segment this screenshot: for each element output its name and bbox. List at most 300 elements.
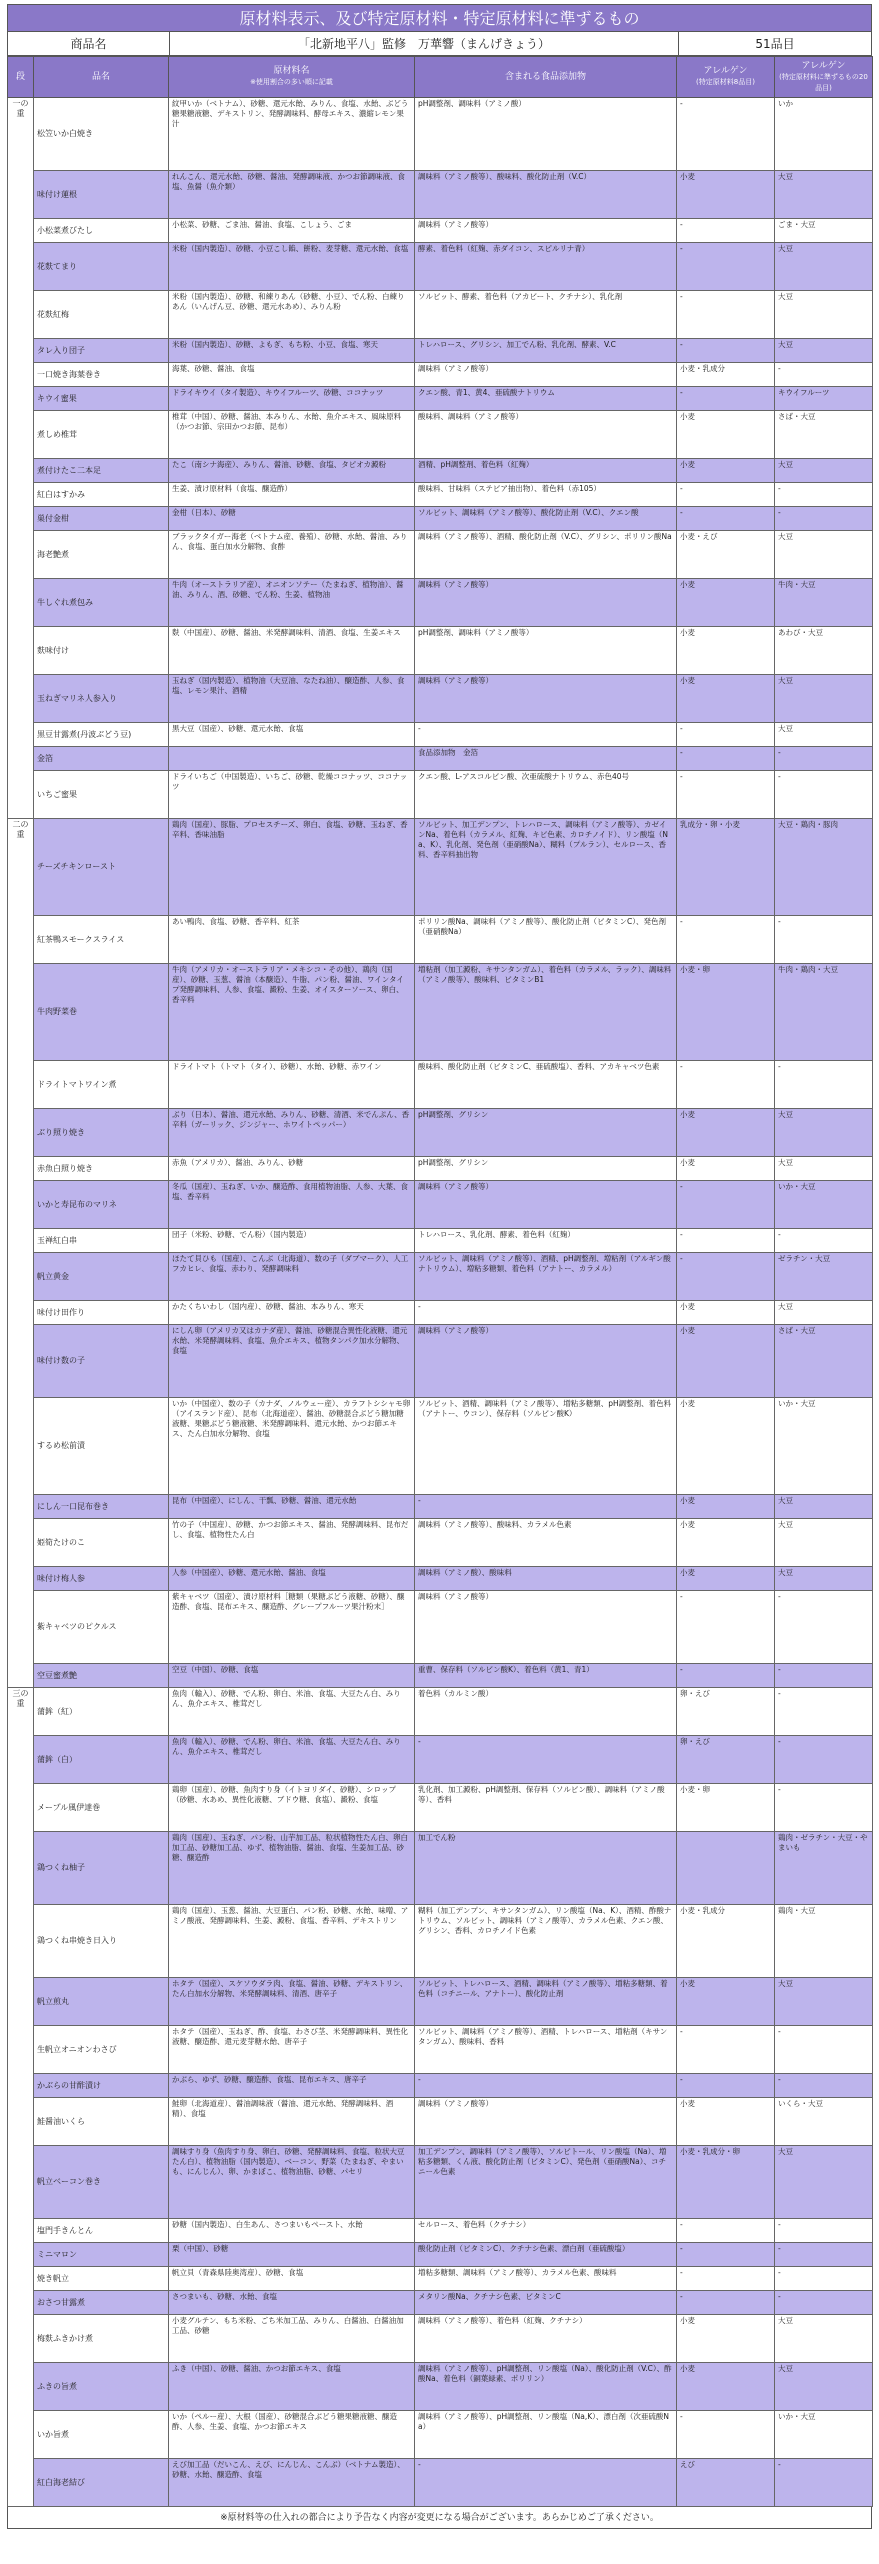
name-cell: 味付け数の子 [34, 1325, 169, 1398]
allergen8-cell: 小麦 [677, 411, 775, 459]
item-count: 51品目 [755, 37, 795, 51]
table-row [8, 964, 873, 1061]
materials-cell: 玉ねぎ（国内製造）、植物油（大豆油、なたね油）、醸造酢、人参、食塩、レモン果汁、酒精 [169, 675, 415, 723]
col-allergen8-note: (特定原材料8品目) [696, 78, 755, 86]
additives-cell: 酵素、着色料（紅麹、赤ダイコン、スピルリナ青） [415, 243, 677, 291]
materials-cell: ぶり（日本）、醤油、還元水飴、みりん、砂糖、清酒、米でんぷん、香辛料（ガーリック、ジンジャー、ホワイトペッパー） [169, 1109, 415, 1157]
allergen8-cell: 小麦・卵 [677, 1784, 775, 1832]
allergen20-cell: 鶏肉・大豆 [775, 1905, 873, 1978]
table-row [8, 579, 873, 627]
additives-cell: 食品添加物 金箔 [415, 747, 677, 771]
allergen8-cell: 小麦 [677, 2098, 775, 2146]
additives-cell: 重曹、保存料（ソルビン酸K）、着色料（黄1、青1） [415, 1664, 677, 1688]
allergen20-cell: - [775, 363, 873, 387]
allergen8-cell: - [677, 747, 775, 771]
additives-cell: 調味料（アミノ酸等） [415, 1591, 677, 1664]
allergen8-cell: - [677, 291, 775, 339]
col-allergen20-note: (特定原材料に準ずるもの20品目) [779, 72, 868, 92]
additives-cell: 調味料（アミノ酸等） [415, 363, 677, 387]
allergen20-cell: 大豆 [775, 1301, 873, 1325]
allergen20-cell: 大豆 [775, 531, 873, 579]
materials-cell: 魚肉（輸入）、砂糖、でん粉、卵白、米油、食塩、大豆たん白、みりん、魚介エキス、椎茸だし [169, 1736, 415, 1784]
allergen8-cell: - [677, 771, 775, 819]
allergen8-cell: - [677, 723, 775, 747]
allergen20-cell: 大豆 [775, 2146, 873, 2219]
additives-cell: 調味料（アミノ酸等） [415, 579, 677, 627]
table-row [8, 1519, 873, 1567]
table-row [8, 2411, 873, 2459]
materials-cell: ふき（中国）、砂糖、醤油、かつお節エキス、食塩 [169, 2363, 415, 2411]
allergen20-cell: - [775, 483, 873, 507]
materials-cell: かぶら、ゆず、砂糖、醸造酢、食塩、昆布エキス、唐辛子 [169, 2074, 415, 2098]
materials-cell: 鶏肉（国産）、豚脂、プロセスチーズ、卵白、食塩、砂糖、玉ねぎ、香辛料、香味油脂 [169, 819, 415, 916]
allergen8-cell: 小麦 [677, 1157, 775, 1181]
product-header [7, 32, 872, 56]
name-cell: 梅麩ふきかけ煮 [34, 2315, 169, 2363]
allergen20-cell: 大豆 [775, 723, 873, 747]
materials-cell: 空豆（中国）、砂糖、食塩 [169, 1664, 415, 1688]
additives-cell: 調味料（アミノ酸等）、着色料（紅麹、クチナシ） [415, 2315, 677, 2363]
additives-cell: - [415, 2074, 677, 2098]
additives-cell: トレハロース、グリシン、加工でん粉、乳化剤、酵素、V.C [415, 339, 677, 363]
table-row [8, 98, 873, 171]
name-cell: 蒲鉾（紅） [34, 1688, 169, 1736]
additives-cell: 調味料（アミノ酸等）、pH調整剤、リン酸塩（Na,K）、漂白剤（次亜硫酸Na） [415, 2411, 677, 2459]
name-cell: 煮しめ椎茸 [34, 411, 169, 459]
materials-cell: 海葉、砂糖、醤油、食塩 [169, 363, 415, 387]
col-materials-label: 原材料名 [273, 66, 310, 76]
name-cell: 帆立ベーコン巻き [34, 2146, 169, 2219]
additives-cell: 加工でん粉 [415, 1832, 677, 1905]
materials-cell [169, 747, 415, 771]
table-row [8, 387, 873, 411]
additives-cell: 調味料（アミノ酸等） [415, 2098, 677, 2146]
allergen8-cell: 小麦・乳成分 [677, 363, 775, 387]
name-cell: 鮭醤油いくら [34, 2098, 169, 2146]
materials-cell: 米粉（国内製造）、砂糖、和練りあん（砂糖、小豆）、でん粉、白練りあん（いんげん豆、砂糖、還元水あめ）、みりん粉 [169, 291, 415, 339]
additives-cell: トレハロース、乳化剤、酵素、着色料（紅麹） [415, 1229, 677, 1253]
name-cell: 紅白はすかみ [34, 483, 169, 507]
materials-cell: 鶏肉（国産）、玉ねぎ、パン粉、山芋加工品、粒状植物性たん白、卵白加工品、砂糖加工品、ゆず、植物油脂、醤油、食塩、生姜加工品、砂糖、醸造酢 [169, 1832, 415, 1905]
additives-cell: 酒精、pH調整剤、着色料（紅麹） [415, 459, 677, 483]
allergen20-cell: 大豆 [775, 2315, 873, 2363]
allergen20-cell: さば・大豆 [775, 1325, 873, 1398]
materials-cell: ドライいちご（中国製造）、いちご、砂糖、乾燥ココナッツ、ココナッツ [169, 771, 415, 819]
name-cell: 鶏つくね串焼き日入り [34, 1905, 169, 1978]
additives-cell: - [415, 1736, 677, 1784]
materials-cell: ホタテ（国産）、スケソウダラ肉、食塩、醤油、砂糖、デキストリン、たん白加水分解物、米発酵調味料、清酒、唐辛子 [169, 1978, 415, 2026]
additives-cell: メタリン酸Na、クチナシ色素、ビタミンC [415, 2291, 677, 2315]
additives-cell: ポリリン酸Na、調味料（アミノ酸等）、酸化防止剤（ビタミンC）、発色剤（亜硝酸Na） [415, 916, 677, 964]
name-cell: ふきの旨煮 [34, 2363, 169, 2411]
additives-cell: pH調整剤、グリシン [415, 1157, 677, 1181]
materials-cell: ドライキウイ（タイ製造）、キウイフルーツ、砂糖、ココナッツ [169, 387, 415, 411]
allergen8-cell: 小麦 [677, 1978, 775, 2026]
name-cell: 牛しぐれ煮包み [34, 579, 169, 627]
materials-cell: 米粉（国内製造）、砂糖、よもぎ、もち粉、小豆、食塩、寒天 [169, 339, 415, 363]
table-row [8, 723, 873, 747]
table-row [8, 1591, 873, 1664]
additives-cell: ソルビット、酒精、調味料（アミノ酸等）、増粘多糖類、pH調整剤、着色料（アナトー、ウコン）、保存料（ソルビン酸K） [415, 1398, 677, 1495]
table-row [8, 2146, 873, 2219]
allergen8-cell: 小麦 [677, 579, 775, 627]
name-cell: 帆立煎丸 [34, 1978, 169, 2026]
allergen20-cell: - [775, 2267, 873, 2291]
allergen20-cell: - [775, 1591, 873, 1664]
allergen20-cell: - [775, 1688, 873, 1736]
materials-cell: えび加工品（だいこん、えび、にんじん、こんぶ）（ベトナム製造）、砂糖、水飴、醸造酢、食塩 [169, 2459, 415, 2507]
allergen8-cell: - [677, 387, 775, 411]
allergen8-cell: - [677, 2291, 775, 2315]
col-additives: 含まれる食品添加物 [415, 57, 677, 98]
name-cell: メープル風伊達巻 [34, 1784, 169, 1832]
allergen20-cell: さば・大豆 [775, 411, 873, 459]
allergen20-cell: いくら・大豆 [775, 2098, 873, 2146]
materials-cell: 昆布（中国産）、にしん、干瓢、砂糖、醤油、還元水飴 [169, 1495, 415, 1519]
product-name: 「北新地平八」監修 万華響（まんげきょう） [170, 32, 679, 55]
name-cell: かぶらの甘酢漬け [34, 2074, 169, 2098]
additives-cell: - [415, 723, 677, 747]
table-row [8, 2459, 873, 2507]
name-cell: キウイ蜜果 [34, 387, 169, 411]
additives-cell: 酸味料、酸化防止剤（ビタミンC、亜硫酸塩）、香料、アカキャベツ色素 [415, 1061, 677, 1109]
materials-cell: 小松菜、砂糖、ごま油、醤油、食塩、こしょう、ごま [169, 219, 415, 243]
allergen8-cell: - [677, 1591, 775, 1664]
table-row [8, 363, 873, 387]
table-row [8, 771, 873, 819]
allergen20-cell: - [775, 1664, 873, 1688]
allergen20-cell: 大豆 [775, 1109, 873, 1157]
table-row [8, 1832, 873, 1905]
allergen20-cell: いか・大豆 [775, 1181, 873, 1229]
materials-cell: 生姜、漬け原材料（食塩、醸造酢） [169, 483, 415, 507]
materials-cell: たこ（南シナ海産）、みりん、醤油、砂糖、食塩、タピオカ澱粉 [169, 459, 415, 483]
name-cell: 牛肉野菜巻 [34, 964, 169, 1061]
allergen20-cell: - [775, 2026, 873, 2074]
table-row [8, 483, 873, 507]
additives-cell: 調味料（アミノ酸等）、酸味料、カラメル色素 [415, 1519, 677, 1567]
allergen8-cell: えび [677, 2459, 775, 2507]
additives-cell: ソルビット、調味料（アミノ酸等）、酒精、トレハロース、増粘剤（キサンタンガム）、酸味料、香料 [415, 2026, 677, 2074]
allergen20-cell: - [775, 1061, 873, 1109]
materials-cell: 砂糖（国内製造）、白生あん、さつまいもペースト、水飴 [169, 2219, 415, 2243]
table-row [8, 1688, 873, 1736]
allergen8-cell: - [677, 507, 775, 531]
table-row [8, 1495, 873, 1519]
materials-cell: 栗（中国）、砂糖 [169, 2243, 415, 2267]
allergen8-cell: - [677, 1061, 775, 1109]
allergen8-cell: - [677, 2219, 775, 2243]
additives-cell: 調味料（アミノ酸等） [415, 1181, 677, 1229]
allergen8-cell: - [677, 1253, 775, 1301]
col-allergen8-label: アレルゲン [703, 66, 748, 76]
table-row [8, 1567, 873, 1591]
name-cell: するめ松前漬 [34, 1398, 169, 1495]
allergen8-cell: - [677, 243, 775, 291]
name-cell: 玉禅紅白串 [34, 1229, 169, 1253]
tier-cell: 三の重 [8, 1688, 34, 2507]
additives-cell: 調味料（アミノ酸等） [415, 1325, 677, 1398]
materials-cell: さつまいも、砂糖、水飴、食塩 [169, 2291, 415, 2315]
allergen8-cell: 小麦 [677, 1567, 775, 1591]
table-row [8, 2074, 873, 2098]
allergen20-cell: - [775, 2219, 873, 2243]
col-name: 品名 [34, 57, 169, 98]
table-row [8, 291, 873, 339]
allergen8-cell: 小麦・えび [677, 531, 775, 579]
name-cell: 味付け田作り [34, 1301, 169, 1325]
table-row [8, 1109, 873, 1157]
table-row [8, 1253, 873, 1301]
allergen8-cell: - [677, 916, 775, 964]
allergen20-cell: - [775, 747, 873, 771]
additives-cell: - [415, 1495, 677, 1519]
additives-cell: 調味料（アミノ酸等） [415, 675, 677, 723]
table-row [8, 1784, 873, 1832]
additives-cell: ソルビット、酵素、着色料（アカビート、クチナシ）、乳化剤 [415, 291, 677, 339]
product-label: 商品名 [8, 32, 170, 55]
allergen20-cell: - [775, 2459, 873, 2507]
name-cell: 煮付けたこ二本足 [34, 459, 169, 483]
allergen8-cell: - [677, 1664, 775, 1688]
allergen8-cell: - [677, 1181, 775, 1229]
name-cell: いか旨煮 [34, 2411, 169, 2459]
allergen20-cell: - [775, 1784, 873, 1832]
additives-cell: 調味料（アミノ酸等）、酒精、酸化防止剤（V.C）、グリシン、ポリリン酸Na [415, 531, 677, 579]
allergen20-cell: ゼラチン・大豆 [775, 1253, 873, 1301]
additives-cell: 調味料（アミノ酸）、酸味料 [415, 1567, 677, 1591]
additives-cell: 調味料（アミノ酸等）、酸味料、酸化防止剤（V.C） [415, 171, 677, 219]
materials-cell: 鮭卵（北海道産）、醤油調味液（醤油、還元水飴、発酵調味料、酒精）、食塩 [169, 2098, 415, 2146]
name-cell: ミニマロン [34, 2243, 169, 2267]
materials-cell: 帆立貝（青森県陸奥湾産）、砂糖、食塩 [169, 2267, 415, 2291]
allergen20-cell: - [775, 1229, 873, 1253]
materials-cell: いか（ペルー産）、大根（国産）、砂糖混合ぶどう糖果糖液糖、醸造酢、人参、生姜、食塩、かつお節エキス [169, 2411, 415, 2459]
allergen8-cell: 小麦 [677, 1325, 775, 1398]
name-cell: 味付け蓮根 [34, 171, 169, 219]
page-title: 原材料表示、及び特定原材料・特定原材料に準ずるもの [7, 4, 872, 32]
allergen20-cell: キウイフルーツ [775, 387, 873, 411]
additives-cell: 乳化剤、加工澱粉、pH調整剤、保存料（ソルビン酸）、調味料（アミノ酸等）、香料 [415, 1784, 677, 1832]
table-row [8, 747, 873, 771]
table-row [8, 1325, 873, 1398]
col-allergen20-label: アレルゲン [801, 60, 846, 71]
name-cell: 小松菜煮びたし [34, 219, 169, 243]
allergen8-cell: 乳成分・卵・小麦 [677, 819, 775, 916]
materials-cell: 冬瓜（国産）、玉ねぎ、いか、醸造酢、食用植物油脂、人参、大葉、食塩、香辛料 [169, 1181, 415, 1229]
additives-cell: 酸味料、甘味料（ステビア抽出物）、着色料（赤105） [415, 483, 677, 507]
table-row [8, 1978, 873, 2026]
name-cell: いかと寿昆布のマリネ [34, 1181, 169, 1229]
name-cell: 味付け梅人参 [34, 1567, 169, 1591]
allergen20-cell: - [775, 771, 873, 819]
table-row [8, 1229, 873, 1253]
table-row [8, 219, 873, 243]
allergen20-cell: 大豆 [775, 459, 873, 483]
allergen8-cell: 小麦 [677, 171, 775, 219]
additives-cell: 増粘剤（加工澱粉、キサンタンガム）、着色料（カラメル、ラック）、調味料（アミノ酸等）、酸味料、ビタミンB1 [415, 964, 677, 1061]
allergen8-cell: - [677, 2026, 775, 2074]
name-cell: 鶏つくね柚子 [34, 1832, 169, 1905]
allergen20-cell: 大豆 [775, 291, 873, 339]
allergen8-cell: 小麦 [677, 1109, 775, 1157]
name-cell: 海老艶煮 [34, 531, 169, 579]
materials-cell: 金柑（日本）、砂糖 [169, 507, 415, 531]
materials-cell: 紋甲いか（ベトナム）、砂糖、還元水飴、みりん、食塩、水飴、ぶどう糖果糖液糖、デキストリン、発酵調味料、酵母エキス、濃縮レモン果汁 [169, 98, 415, 171]
allergen8-cell: 小麦 [677, 1301, 775, 1325]
materials-cell: 鶏肉（国産）、玉葱、醤油、大豆蛋白、パン粉、砂糖、水飴、味噌、アミノ酸液、発酵調味料、生姜、澱粉、食塩、香辛料、デキストリン [169, 1905, 415, 1978]
materials-cell: 竹の子（中国産）、砂糖、かつお節エキス、醤油、発酵調味料、昆布だし、食塩、植物性たん白 [169, 1519, 415, 1567]
allergen8-cell: - [677, 2074, 775, 2098]
allergen20-cell: 大豆・鶏肉・豚肉 [775, 819, 873, 916]
table-row [8, 243, 873, 291]
table-row [8, 411, 873, 459]
additives-cell: 増粘多糖類、調味料（アミノ酸等）、カラメル色素、酸味料 [415, 2267, 677, 2291]
allergen8-cell: 小麦 [677, 2315, 775, 2363]
name-cell: チーズチキンロースト [34, 819, 169, 916]
table-row [8, 1301, 873, 1325]
table-row [8, 171, 873, 219]
allergen20-cell: 大豆 [775, 1978, 873, 2026]
footer-note: ※原材料等の仕入れの都合により予告なく内容が変更になる場合がございます。あらかじめご了承ください。 [7, 2507, 872, 2529]
additives-cell: 加工デンプン、調味料（アミノ酸等）、ソルビトール、リン酸塩（Na）、増粘多糖類、くん液、酸化防止剤（ビタミンC）、発色剤（亜硝酸Na）、コチニール色素 [415, 2146, 677, 2219]
table-row [8, 459, 873, 483]
table-row [8, 675, 873, 723]
name-cell: 麩味付け [34, 627, 169, 675]
additives-cell: クエン酸、青1、黄4、亜硫酸ナトリウム [415, 387, 677, 411]
additives-cell: ソルビット、トレハロース、酒精、調味料（アミノ酸等）、増粘多糖類、着色料（コチニール、アナトー）、酸化防止剤 [415, 1978, 677, 2026]
tier-cell: 二の重 [8, 819, 34, 1688]
table-row [8, 916, 873, 964]
name-cell: にしん一口昆布巻き [34, 1495, 169, 1519]
allergen20-cell: 大豆 [775, 1567, 873, 1591]
name-cell: 蒲鉾（白） [34, 1736, 169, 1784]
materials-cell: 牛肉（オーストラリア産）、オニオンソテー（たまねぎ、植物油）、醤油、みりん、酒、砂糖、でん粉、生姜、植物油 [169, 579, 415, 627]
materials-cell: れんこん、還元水飴、砂糖、醤油、発酵調味液、かつお節調味液、食塩、魚醤（魚介類） [169, 171, 415, 219]
col-allergen20 [775, 57, 873, 98]
table-row [8, 1905, 873, 1978]
allergen20-cell: 大豆 [775, 171, 873, 219]
allergen20-cell: - [775, 507, 873, 531]
table-row [8, 2315, 873, 2363]
allergen8-cell: - [677, 2411, 775, 2459]
additives-cell: 糊料（加工デンプン、キサンタンガム）、リン酸塩（Na、K）、酒精、酢酸ナトリウム、ソルビット、調味料（アミノ酸等）、カラメル色素、クエン酸、グリシン、香料、カロチノイド色素 [415, 1905, 677, 1978]
additives-cell: pH調整剤、調味料（アミノ酸等） [415, 627, 677, 675]
allergen20-cell: 牛肉・鶏肉・大豆 [775, 964, 873, 1061]
allergen20-cell: - [775, 2243, 873, 2267]
additives-cell: 調味料（アミノ酸等） [415, 219, 677, 243]
name-cell: 帆立黄金 [34, 1253, 169, 1301]
table-row [8, 1398, 873, 1495]
name-cell: 松笠いか白焼き [34, 98, 169, 171]
table-header-row [8, 57, 873, 98]
allergen20-cell: いか [775, 98, 873, 171]
additives-cell: pH調整剤、調味料（アミノ酸） [415, 98, 677, 171]
allergen20-cell: 大豆 [775, 1495, 873, 1519]
table-row [8, 2363, 873, 2411]
table-row [8, 819, 873, 916]
allergen8-cell: 小麦・卵 [677, 964, 775, 1061]
additives-cell: 調味料（アミノ酸等）、pH調整剤、リン酸塩（Na）、酸化防止剤（V.C）、酢酸Na、着色料（銅葉緑素、ポリリン） [415, 2363, 677, 2411]
table-row [8, 1181, 873, 1229]
materials-cell: 黒大豆（国産）、砂糖、還元水飴、食塩 [169, 723, 415, 747]
table-row [8, 2026, 873, 2074]
additives-cell: セルロース、着色料（クチナシ） [415, 2219, 677, 2243]
name-cell: ぶり照り焼き [34, 1109, 169, 1157]
materials-cell: 椎茸（中国）、砂糖、醤油、本みりん、水飴、魚介エキス、風味原料（かつお節、宗田かつお節、昆布） [169, 411, 415, 459]
allergen8-cell: 卵・えび [677, 1736, 775, 1784]
materials-cell: 人参（中国産）、砂糖、還元水飴、醤油、食塩 [169, 1567, 415, 1591]
allergen20-cell: 大豆 [775, 243, 873, 291]
name-cell: 花麩てまり [34, 243, 169, 291]
materials-cell: 魚肉（輸入）、砂糖、でん粉、卵白、米油、食塩、大豆たん白、みりん、魚介エキス、椎茸だし [169, 1688, 415, 1736]
allergen8-cell: 小麦・乳成分・卵 [677, 2146, 775, 2219]
allergen20-cell: 牛肉・大豆 [775, 579, 873, 627]
name-cell: 赤魚白照り焼き [34, 1157, 169, 1181]
name-cell: 生帆立オニオンわさび [34, 2026, 169, 2074]
additives-cell: ソルビット、調味料（アミノ酸等）、酒精、pH調整剤、増粘剤（アルギン酸ナトリウム）、増粘多糖類、着色料（アナトー、カラメル） [415, 1253, 677, 1301]
table-row [8, 627, 873, 675]
allergen20-cell: いか・大豆 [775, 1398, 873, 1495]
name-cell: タレ入り団子 [34, 339, 169, 363]
table-row [8, 531, 873, 579]
allergen8-cell: 小麦 [677, 1495, 775, 1519]
materials-cell: にしん卵（アメリカ又はカナダ産）、醤油、砂糖混合異性化液糖、還元水飴、米発酵調味料、食塩、魚介エキス、植物タンパク加水分解物、食塩 [169, 1325, 415, 1398]
allergen8-cell: - [677, 483, 775, 507]
allergen8-cell: - [677, 1229, 775, 1253]
allergen8-cell: 小麦 [677, 627, 775, 675]
materials-cell: 米粉（国内製造）、砂糖、小豆こし餡、餅粉、麦芽糖、還元水飴、食塩 [169, 243, 415, 291]
col-materials [169, 57, 415, 98]
table-row [8, 2219, 873, 2243]
materials-cell: ホタテ（国産）、玉ねぎ、酢、食塩、わさび茎、米発酵調味料、異性化液糖、醸造酢、還元麦芽糖水飴、唐辛子 [169, 2026, 415, 2074]
name-cell: 玉ねぎマリネ人参入り [34, 675, 169, 723]
allergen20-cell: あわび・大豆 [775, 627, 873, 675]
table-row [8, 1157, 873, 1181]
allergen8-cell: - [677, 2267, 775, 2291]
materials-cell: ブラックタイガー海老（ベトナム産、養殖）、砂糖、水飴、醤油、みりん、食塩、蛋白加水分解物、食酢 [169, 531, 415, 579]
materials-cell: あい鴨肉、食塩、砂糖、香辛料、紅茶 [169, 916, 415, 964]
allergen8-cell: 卵・えび [677, 1688, 775, 1736]
materials-cell: 麩（中国産）、砂糖、醤油、米発酵調味料、清酒、食塩、生姜エキス [169, 627, 415, 675]
materials-cell: 赤魚（アメリカ）、醤油、みりん、砂糖 [169, 1157, 415, 1181]
materials-cell: いか（中国産）、数の子（カナダ、ノルウェー産）、カラフトシシャモ卵（アイスランド産）、昆布（北海道産）、醤油、砂糖混合ぶどう糖加糖液糖、果糖ぶどう糖液糖、米発酵調味料、還元水飴、かつお節エキス、たん白加水分解物、食塩 [169, 1398, 415, 1495]
allergen20-cell: 大豆 [775, 2363, 873, 2411]
name-cell: 金箔 [34, 747, 169, 771]
table-row [8, 2098, 873, 2146]
ingredients-table [7, 56, 873, 2507]
tier-cell: 一の重 [8, 98, 34, 819]
materials-cell: 団子（米粉、砂糖、でん粉）（国内製造） [169, 1229, 415, 1253]
name-cell: 紫キャベツのピクルス [34, 1591, 169, 1664]
allergen20-cell: - [775, 2074, 873, 2098]
col-tier: 段 [8, 57, 34, 98]
materials-cell: 鶏卵（国産）、砂糖、魚肉すり身（イトヨリダイ、砂糖）、シロップ（砂糖、水あめ、異性化液糖、ブドウ糖、食塩）、澱粉、食塩 [169, 1784, 415, 1832]
table-row [8, 2291, 873, 2315]
additives-cell: 酸化防止剤（ビタミンC）、クチナシ色素、漂白剤（亜硫酸塩） [415, 2243, 677, 2267]
materials-cell: 紫キャベツ（国産）、漬け原材料［糖類（果糖ぶどう液糖、砂糖）、醸造酢、食塩、昆布エキス、醸造酢、グレープフルーツ果汁粉末］ [169, 1591, 415, 1664]
allergen8-cell: 小麦 [677, 1398, 775, 1495]
allergen20-cell: 大豆 [775, 339, 873, 363]
name-cell: 紅白海老結び [34, 2459, 169, 2507]
name-cell: 焼き帆立 [34, 2267, 169, 2291]
allergen20-cell: - [775, 1736, 873, 1784]
allergen20-cell: いか・大豆 [775, 2411, 873, 2459]
page [7, 4, 872, 2529]
name-cell: 黒豆甘露煮(丹波ぶどう豆) [34, 723, 169, 747]
name-cell: 塩門手きんとん [34, 2219, 169, 2243]
name-cell: いちご蜜果 [34, 771, 169, 819]
